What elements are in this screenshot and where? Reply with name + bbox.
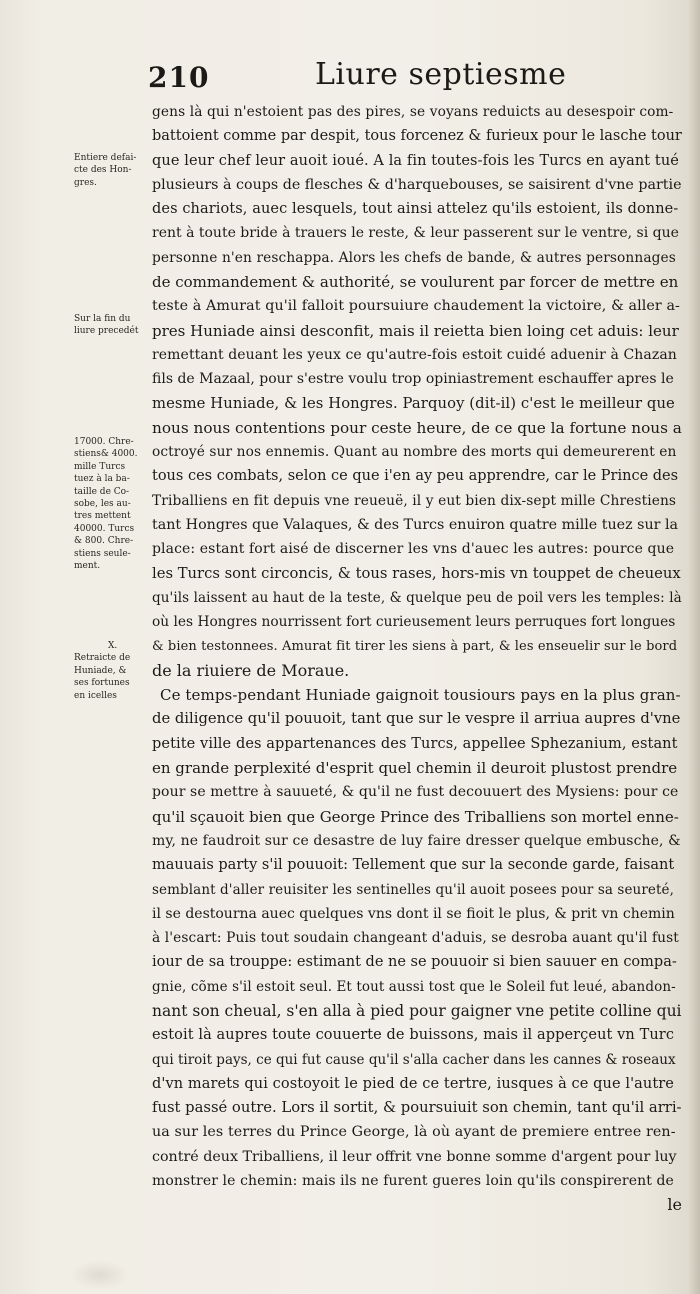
margin-line: liure precedét — [74, 326, 139, 337]
text-line: le — [667, 1195, 682, 1215]
text-line: nant son cheual, s'en alla à pied pour gaigner vne petite colline qui — [152, 1001, 682, 1020]
margin-line: taille de Co- — [74, 486, 130, 497]
text-line: il se destourna auec quelques vns dont il se fioit le plus, & prit vn chemin — [152, 905, 675, 922]
text-line: à l'escart: Puis tout soudain changeant d'aduis, se desroba auant qu'il fust — [152, 930, 679, 947]
text-line: des chariots, auec lesquels, tout ainsi attelez qu'ils estoient, ils donne- — [152, 201, 679, 218]
margin-line: tuez à la ba- — [74, 474, 130, 485]
text-line: contré deux Triballiens, il leur offrit vne bonne somme d'argent pour luy — [152, 1148, 677, 1165]
text-line: qui tiroit pays, ce qui fut cause qu'il s'alla cacher dans les cannes & roseaux — [152, 1051, 676, 1068]
text-line: remettant deuant les yeux ce qu'autre-fois estoit cuidé aduenir à Chazan — [152, 346, 677, 363]
text-line: & bien testonnees. Amurat fit tirer les siens à part, & les enseuelir sur le bord — [152, 638, 678, 654]
text-line: que leur chef leur auoit ioué. A la fin toutes-fois les Turcs en ayant tué — [152, 152, 679, 169]
margin-note-retreat — [74, 640, 152, 702]
text-line: tant Hongres que Valaques, & des Turcs enuiron quatre mille tuez sur la — [152, 517, 679, 534]
text-line: fust passé outre. Lors il sortit, & poursuiuit son chemin, tant qu'il arri- — [152, 1099, 682, 1117]
text-line: en grande perplexité d'esprit quel chemin il deuroit plustost prendre — [152, 759, 678, 778]
margin-line: Retraicte de — [74, 653, 131, 664]
text-line: personne n'en reschappa. Alors les chefs de bande, & autres personnages — [152, 249, 676, 266]
margin-line: ses fortunes — [74, 678, 130, 689]
text-line: d'vn marets qui costoyoit le pied de ce tertre, iusques à ce que l'autre — [152, 1075, 674, 1092]
margin-line: 40000. Turcs — [74, 523, 135, 534]
margin-line: X. — [108, 641, 118, 651]
text-line: place: estant fort aisé de discerner les vns d'auec les autres: pource que — [152, 541, 675, 558]
margin-line: stiens seule- — [74, 548, 131, 559]
text-line: ua sur les terres du Prince George, là où ayant de premiere entree ren- — [152, 1124, 676, 1141]
text-line: semblant d'aller reuisiter les sentinelles qu'il auoit posees pour sa seureté, — [152, 881, 674, 898]
text-line: octroyé sur nos ennemis. Quant au nombre des morts qui demeurerent en — [152, 444, 677, 461]
text-line: qu'il sçauoit bien que George Prince des Triballiens son mortel enne- — [152, 807, 679, 826]
margin-line: Entiere defai- — [74, 153, 137, 163]
text-line: my, ne faudroit sur ce desastre de luy faire dresser quelque embusche, & — [152, 832, 681, 849]
text-line: qu'ils laissent au haut de la teste, & quelque peu de poil vers les temples: là — [152, 589, 682, 606]
page-number: 210 — [148, 61, 210, 94]
margin-line: & 800. Chre- — [74, 536, 134, 547]
margin-line: cte des Hon- — [74, 165, 132, 176]
margin-line: mille Turcs — [74, 461, 126, 472]
text-line: de diligence qu'il pouuoit, tant que sur le vespre il arriua aupres d'vne — [152, 710, 681, 728]
text-line: fils de Mazaal, pour s'estre voulu trop opiniastrement eschauffer apres le — [152, 371, 674, 388]
text-line: pour se mettre à sauueté, & qu'il ne fust decouuert des Mysiens: pour ce — [152, 784, 679, 801]
margin-note-defeat — [74, 152, 152, 189]
margin-line: tres mettent — [74, 511, 131, 522]
text-line: gens là qui n'estoient pas des pires, se voyans reduicts au desespoir com- — [152, 104, 674, 120]
text-line: teste à Amurat qu'il falloit poursuiure chaudement la victoire, & aller a- — [152, 298, 680, 315]
main-text-block — [152, 100, 682, 1218]
margin-line: ment. — [74, 561, 101, 572]
margin-line: gres. — [74, 177, 97, 188]
text-line: où les Hongres nourrissent fort curieusement leurs perruques fort longues — [152, 614, 676, 631]
text-line: estoit là aupres toute couuerte de buissons, mais il apperçeut vn Turc — [152, 1027, 675, 1044]
margin-line: Huniade, & — [74, 665, 127, 676]
margin-line: sobe, les au- — [74, 499, 131, 510]
text-line: rent à toute bride à trauers le reste, & leur passerent sur le ventre, si que — [152, 225, 679, 242]
text-line: mauuais party s'il pouuoit: Tellement que sur la seconde garde, faisant — [152, 857, 675, 874]
text-line: plusieurs à coups de flesches & d'harquebouses, se saisirent d'vne partie — [152, 176, 682, 193]
margin-line: stiens& 4000. — [74, 449, 138, 460]
text-line: les Turcs sont circoncis, & tous rases, hors-mis vn touppet de cheueux — [152, 564, 681, 582]
text-line: Ce temps-pendant Huniade gaignoit tousiours pays en la plus gran- — [160, 686, 681, 705]
text-line: petite ville des appartenances des Turcs, appellee Sphezanium, estant — [152, 735, 678, 752]
text-line: monstrer le chemin: mais ils ne furent gueres loin qu'ils conspirerent de — [152, 1173, 674, 1190]
text-line: battoient comme par despit, tous forcenez & furieux pour le lasche tour — [152, 128, 682, 145]
text-line: pres Huniade ainsi desconfit, mais il reietta bien loing cet aduis: leur — [152, 321, 679, 340]
text-line: mesme Huniade, & les Hongres. Parquoy (dit-il) c'est le meilleur que — [152, 394, 675, 412]
text-line: de la riuiere de Moraue. — [152, 660, 350, 680]
running-title: Liure septiesme — [315, 57, 567, 92]
text-line: Triballiens en fit depuis vne reueuë, il y eut bien dix-sept mille Chrestiens — [152, 492, 677, 509]
text-line: nous nous contentions pour ceste heure, de ce que la fortune nous a — [152, 418, 682, 437]
text-line: gnie, cõme s'il estoit seul. Et tout aussi tost que le Soleil fut leué, abandon- — [152, 978, 676, 995]
margin-line: Sur la fin du — [74, 314, 131, 324]
page-gutter-shadow — [688, 0, 700, 1294]
page-stain — [70, 1260, 130, 1290]
text-line: de commandement & authorité, se voulurent par forcer de mettre en — [152, 273, 679, 292]
margin-note-casualties — [74, 436, 152, 572]
margin-note-previous-book — [74, 313, 152, 338]
text-line: tous ces combats, selon ce que i'en ay peu apprendre, car le Prince des — [152, 468, 679, 485]
running-header — [140, 55, 580, 95]
margin-line: 17000. Chre- — [74, 437, 134, 447]
text-line: iour de sa trouppe: estimant de ne se pouuoir si bien sauuer en compa- — [152, 954, 677, 971]
margin-line: en icelles — [74, 690, 117, 701]
